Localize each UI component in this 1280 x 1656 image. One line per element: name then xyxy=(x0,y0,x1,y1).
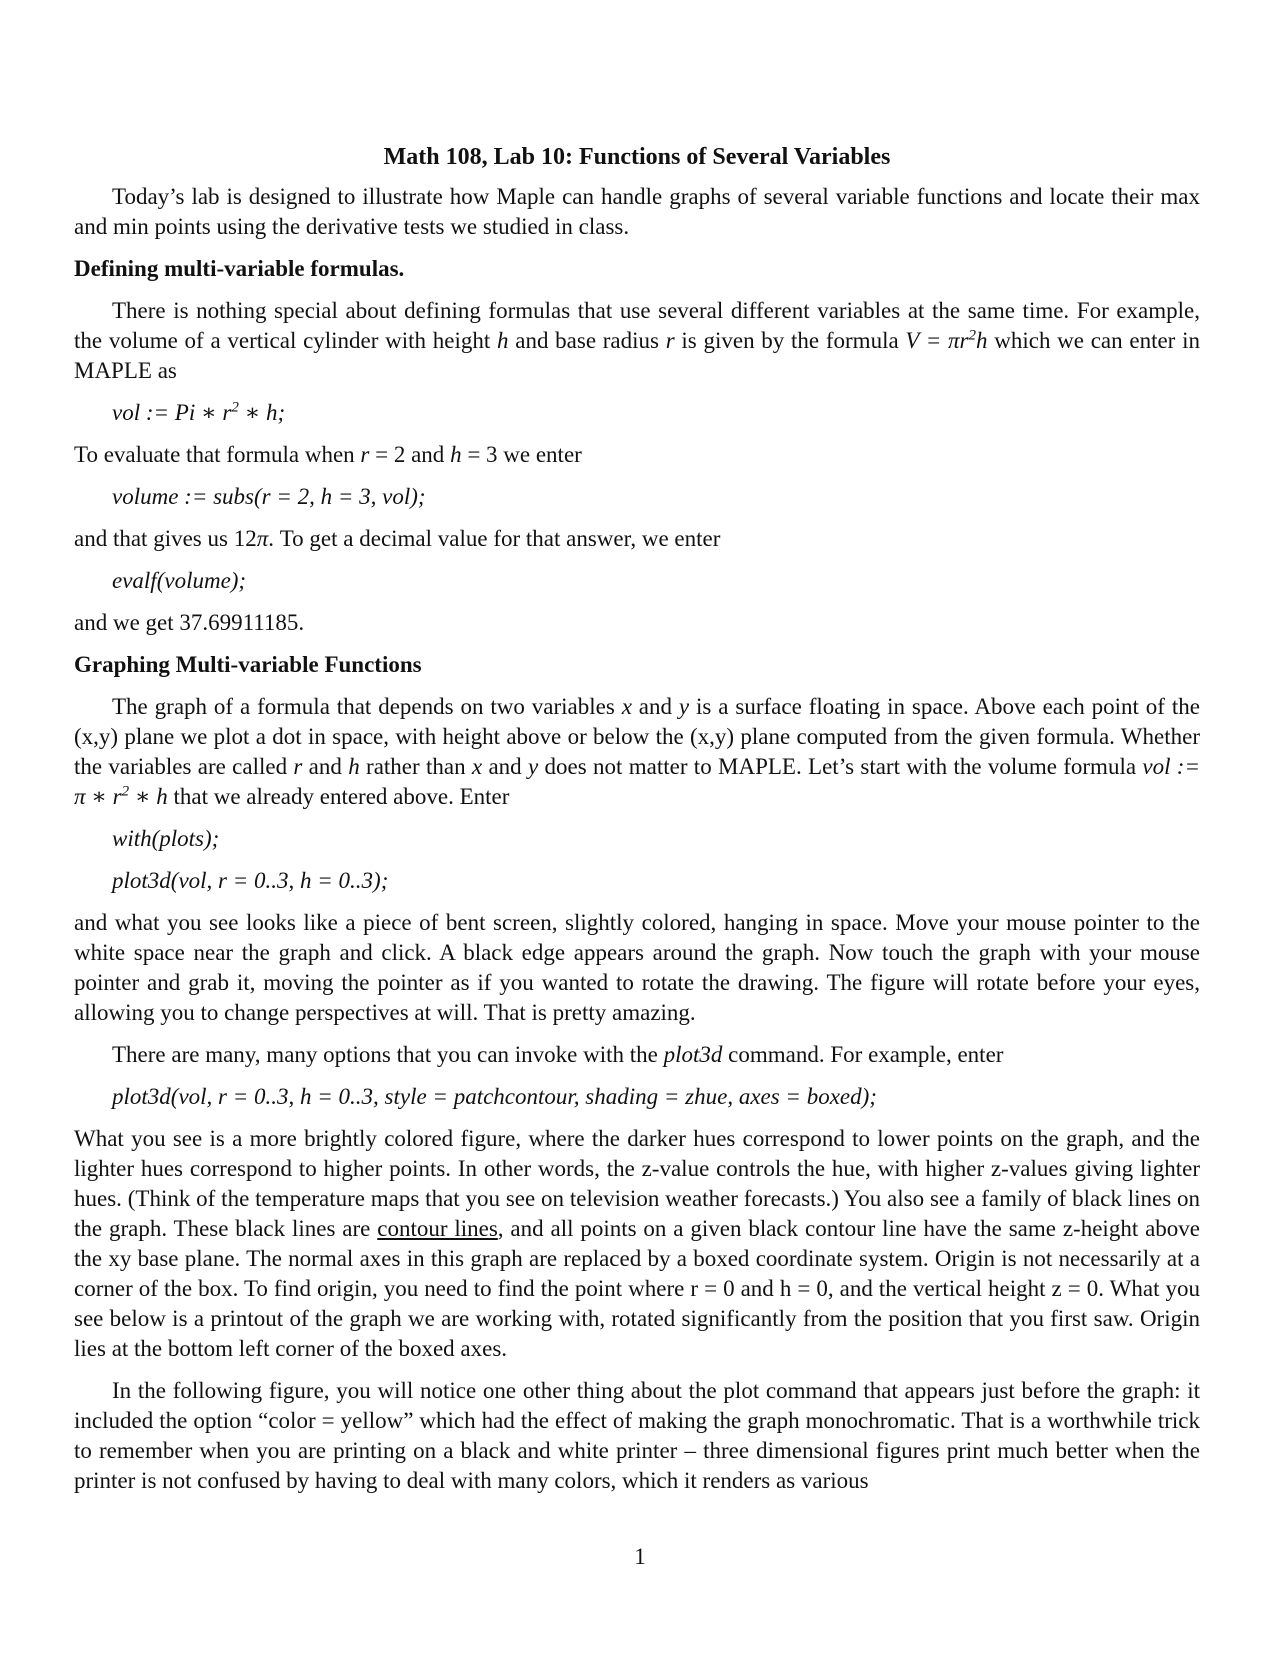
page-number: 1 xyxy=(634,1544,646,1569)
cylinder-paragraph: There is nothing special about defining formulas that use several different variables at the same time. For example, the volume of a vertical cylinder with height h and base radius r is given by the formula $V = \pi r^2h$ which we can enter in MAPLE as xyxy=(74,298,1200,383)
code-line-with-plots: with(plots); xyxy=(112,826,220,851)
decimal-result-paragraph: and we get 37.69911185. xyxy=(74,610,305,635)
result-paragraph: and that gives us 12π. To get a decimal value for that answer, we enter xyxy=(74,526,721,551)
bent-screen-paragraph: and what you see looks like a piece of bent screen, slightly colored, hanging in space. Move your mouse pointer to the white space near the graph and click. A black edge appears around the graph. Now touch the graph with your mouse pointer and grab it, moving the pointer as if you wanted to rotate the drawing. The figure will rotate before your eyes, allowing you to change perspectives at will. That is pretty amazing. xyxy=(74,910,1200,1025)
surface-paragraph: The graph of a formula that depends on two variables x and y is a surface floating in space. Above each point of the (x,y) plane we plot a dot in space, with height above or below the (x,y) plane computed from the given formula. Whether the variables are called r and h rather than x and y does not matter to MAPLE. Let’s start with the volume formula vol := π ∗ $r^2$ ∗ h that we already entered above. Enter xyxy=(74,694,1200,809)
code-line-subs: volume := subs(r = 2, h = 3, vol); xyxy=(112,484,426,509)
section-heading-defining: Defining multi-variable formulas. xyxy=(74,256,405,281)
document-title: Math 108, Lab 10: Functions of Several Variables xyxy=(383,144,891,170)
volume-formula: $V = \pi r^2h$ xyxy=(905,327,988,353)
document-page xyxy=(74,142,1200,1508)
monochrome-paragraph: In the following figure, you will notice one other thing about the plot command that appears just before the graph: it included the option “color = yellow” which had the effect of making the graph monochromatic. That is a worthwhile trick to remember when you are printing on a black and white printer – three dimensional figures print much better when the printer is not confused by having to deal with many colors, which it renders as various xyxy=(74,1378,1200,1493)
code-line-plot3d-options: plot3d(vol, r = 0..3, h = 0..3, style = patchcontour, shading = zhue, axes = boxed); xyxy=(112,1084,877,1109)
code-line-plot3d: plot3d(vol, r = 0..3, h = 0..3); xyxy=(112,868,389,893)
vol-formula-inline: vol := π ∗ $r^2$ ∗ h xyxy=(74,754,1200,809)
code-line-vol: vol := Pi ∗ $r^2$ ∗ h; xyxy=(112,399,286,425)
hues-paragraph: What you see is a more brightly colored figure, where the darker hues correspond to lower points on the graph, and the lighter hues correspond to higher points. In other words, the z-value controls the hue, with higher z-values giving lighter hues. (Think of the temperature maps that you see on television weather forecasts.) You also see a family of black lines on the graph. These black lines are contour lines, and all points on a given black contour line have the same z-height above the xy base plane. The normal axes in this graph are replaced by a boxed coordinate system. Origin is not necessarily at a corner of the box. To find origin, you need to find the point where r = 0 and h = 0, and the vertical height z = 0. What you see below is a printout of the graph we are working with, rotated significantly from the position that you first saw. Origin lies at the bottom left corner of the boxed axes. xyxy=(74,1126,1200,1361)
section-heading-graphing: Graphing Multi-variable Functions xyxy=(74,652,422,677)
intro-paragraph: Today’s lab is designed to illustrate how Maple can handle graphs of several variable functions and locate their max and min points using the derivative tests we studied in class. xyxy=(74,184,1200,239)
evaluate-paragraph: To evaluate that formula when r = 2 and h = 3 we enter xyxy=(74,442,582,467)
contour-lines-link: contour lines xyxy=(377,1216,498,1241)
code-line-evalf: evalf(volume); xyxy=(112,568,247,593)
options-paragraph: There are many, many options that you can invoke with the plot3d command. For example, enter xyxy=(112,1042,1004,1067)
